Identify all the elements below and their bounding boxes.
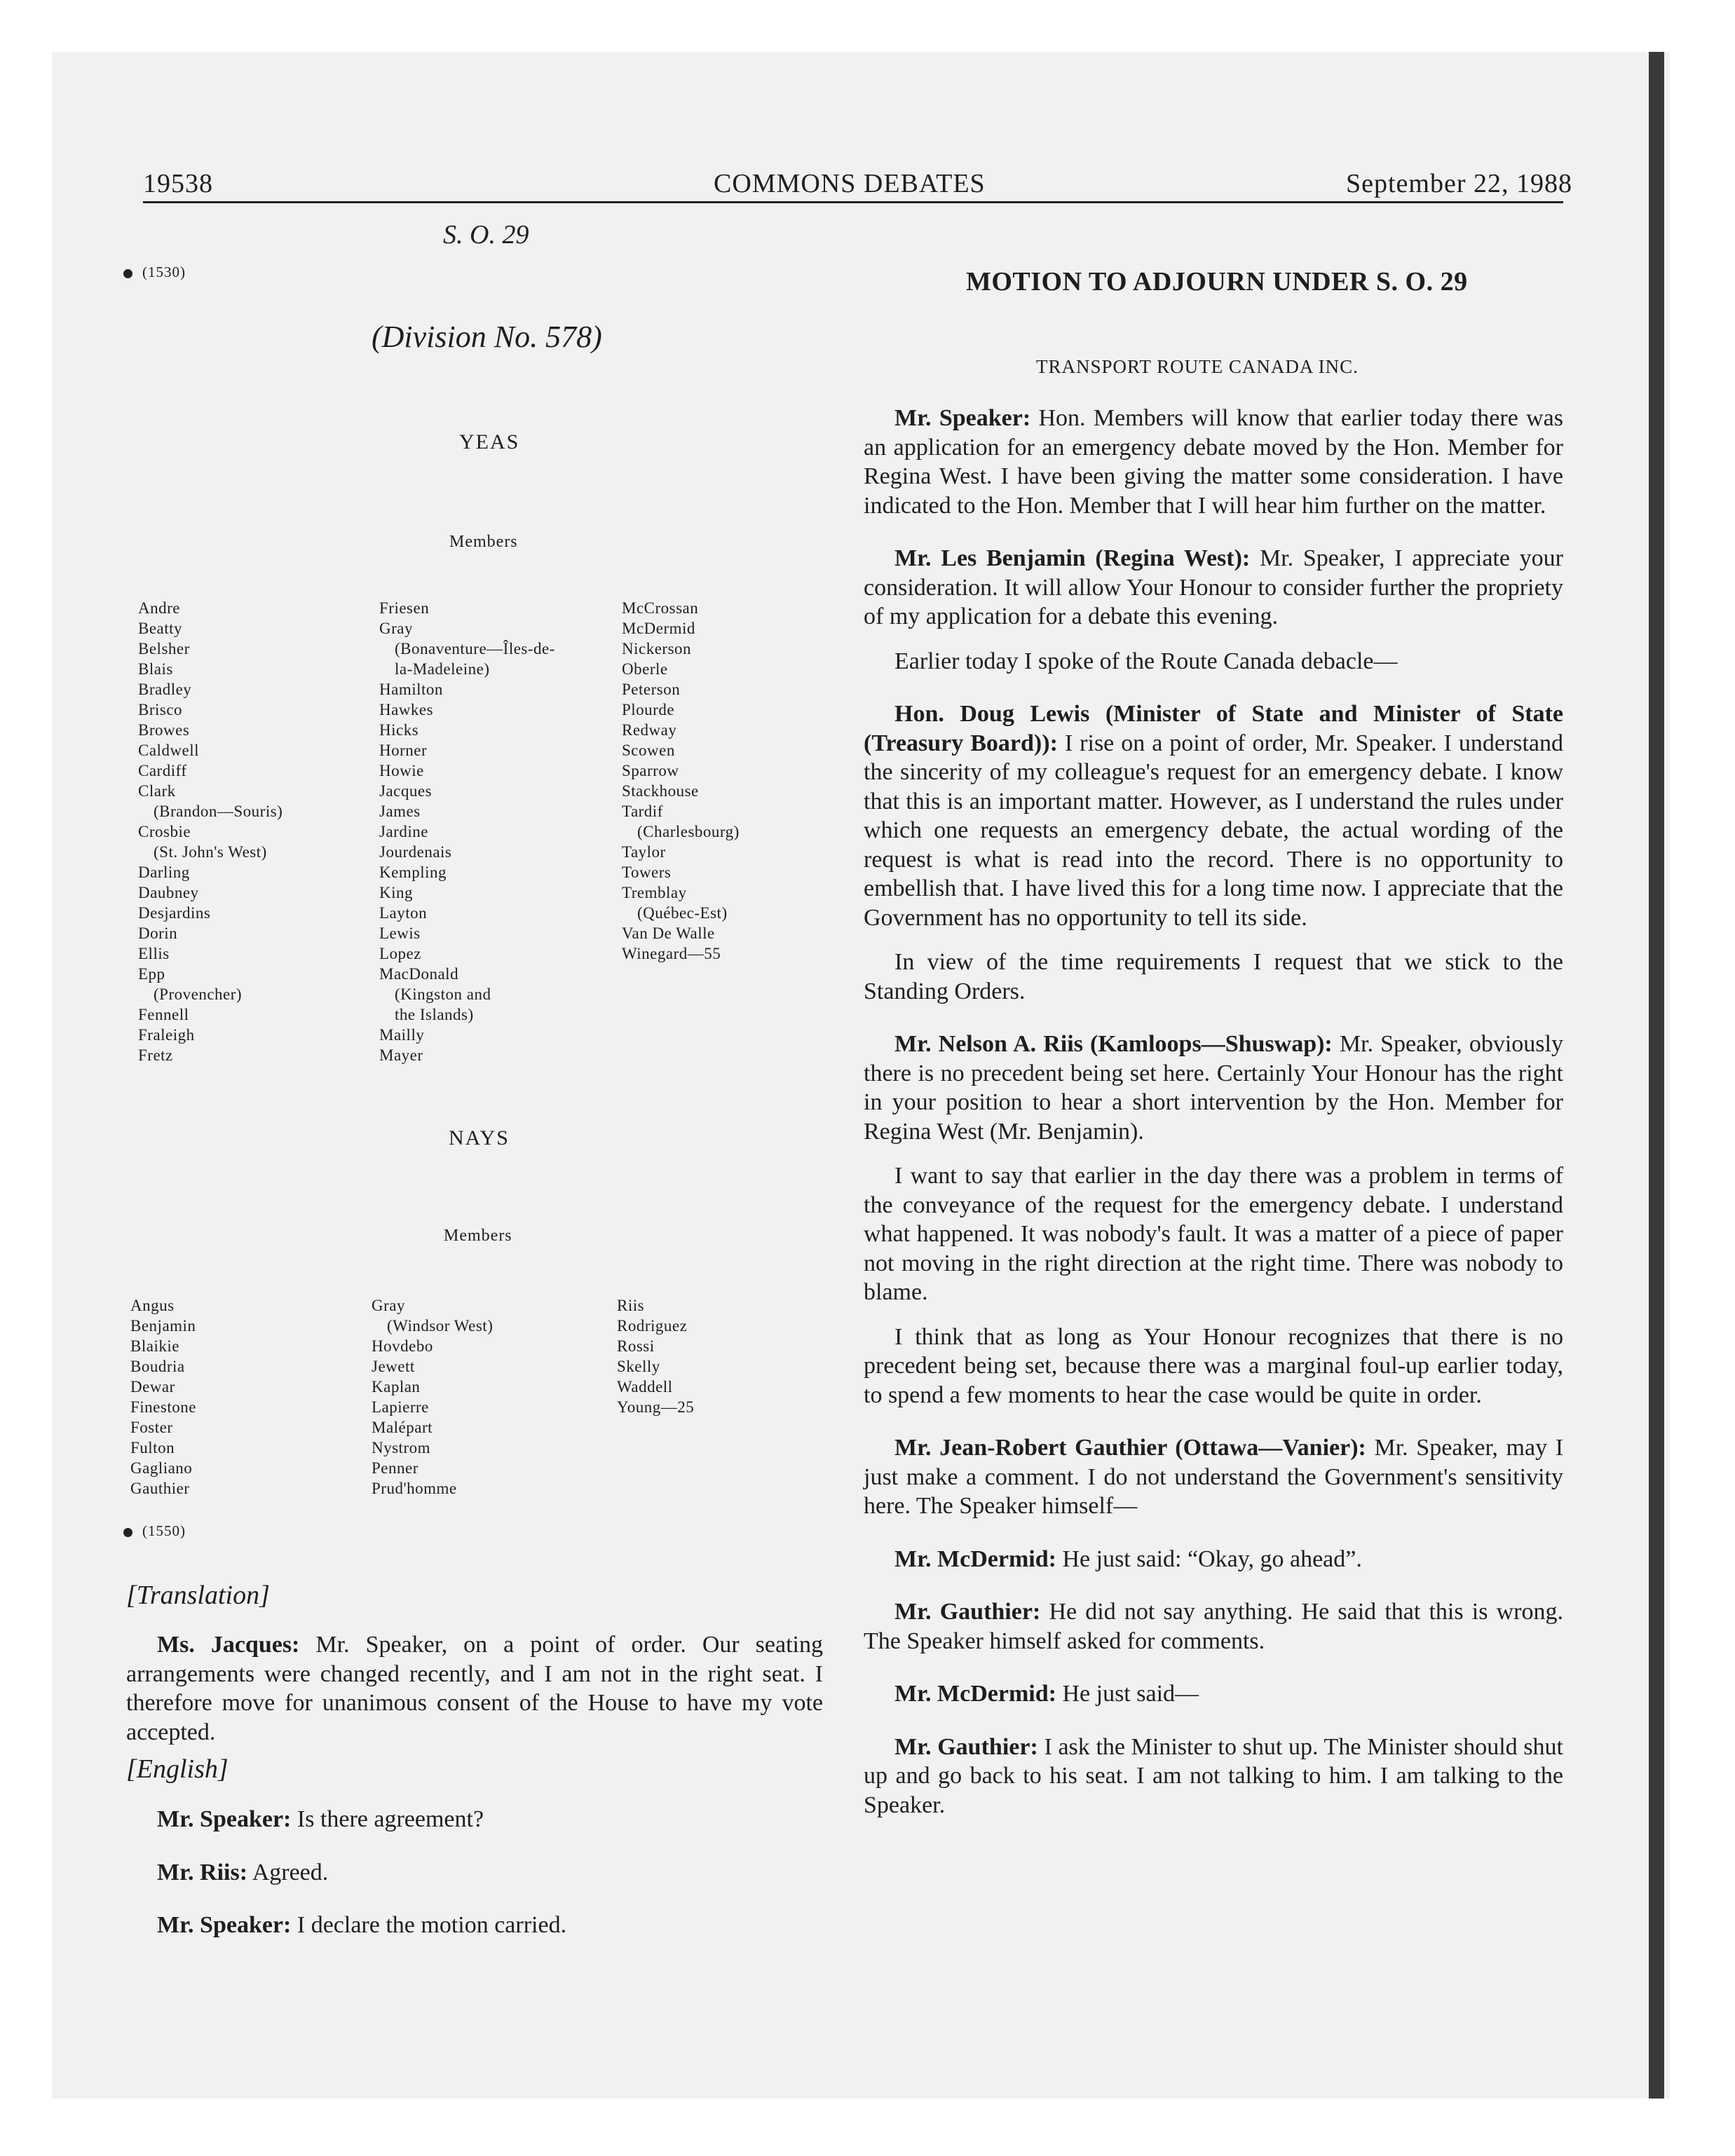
speech-paragraph xyxy=(864,544,1563,632)
member-name: Hovdebo xyxy=(372,1337,433,1355)
speaker-name: Mr. Jean-Robert Gauthier (Ottawa—Vanier): xyxy=(894,1435,1366,1461)
member-riding: (Brandon—Souris) xyxy=(154,803,283,820)
scan-edge xyxy=(1649,52,1664,2099)
motion-title: MOTION TO ADJOURN UNDER S. O. 29 xyxy=(966,267,1468,296)
member-name: Friesen xyxy=(379,599,430,617)
member-name: Benjamin xyxy=(130,1317,196,1335)
member-name: Towers xyxy=(622,864,672,881)
time-marker-1530: (1530) xyxy=(123,264,186,281)
member-name: Crosbie xyxy=(138,823,191,840)
member-name: Taylor xyxy=(622,843,666,861)
yeas-heading: YEAS xyxy=(459,430,520,453)
member-name: Riis xyxy=(617,1297,645,1314)
yeas-column-1 xyxy=(138,598,283,1065)
nays-column-3 xyxy=(617,1295,694,1417)
speech-text: He did not say anything. He said that this is wrong. The Speaker himself asked for comments. xyxy=(864,1599,1563,1654)
speaker-name: Mr. McDermid: xyxy=(894,1681,1056,1707)
nays-column-1 xyxy=(130,1295,196,1499)
member-name: Redway xyxy=(622,721,677,739)
member-name: Nickerson xyxy=(622,640,692,657)
speech-paragraph xyxy=(864,1545,1563,1574)
speaker-name: Mr. Speaker: xyxy=(894,405,1031,431)
member-name: Lewis xyxy=(379,925,421,942)
speech-text: Mr. Speaker, on a point of order. Our seating arrangements were changed recently, and I am not in the right seat. I therefore move for unanimous consent of the House to have my vote accepted. xyxy=(126,1632,823,1745)
member-name: MacDonald xyxy=(379,965,459,983)
member-name: Lapierre xyxy=(372,1398,429,1416)
member-name: Jardine xyxy=(379,823,428,840)
nays-heading: NAYS xyxy=(449,1126,510,1149)
speech-paragraph xyxy=(126,1805,823,1834)
member-riding: (Kingston and xyxy=(395,985,491,1003)
header-rule xyxy=(143,201,1563,203)
motion-subtitle: TRANSPORT ROUTE CANADA INC. xyxy=(1036,356,1359,377)
member-name: Jourdenais xyxy=(379,843,452,861)
nays-column-2 xyxy=(372,1295,493,1499)
speech-paragraph xyxy=(864,1597,1563,1656)
member-name: Layton xyxy=(379,904,428,922)
member-name: Gray xyxy=(372,1297,405,1314)
yeas-column-3 xyxy=(622,598,740,964)
speaker-name: Mr. Nelson A. Riis (Kamloops—Shuswap): xyxy=(894,1031,1333,1057)
nays-members-heading: Members xyxy=(444,1227,512,1245)
yeas-members-heading: Members xyxy=(449,533,518,551)
speech-paragraph xyxy=(864,700,1563,932)
member-name: Browes xyxy=(138,721,190,739)
member-name: Plourde xyxy=(622,701,675,718)
speech-text: I declare the motion carried. xyxy=(297,1912,567,1938)
member-name: Gagliano xyxy=(130,1459,193,1477)
speech-paragraph xyxy=(126,1911,823,1940)
member-name: Darling xyxy=(138,864,190,881)
member-name: Howie xyxy=(379,762,424,779)
member-name: Caldwell xyxy=(138,742,200,759)
member-name: Young—25 xyxy=(617,1398,695,1416)
speech-paragraph xyxy=(864,1733,1563,1820)
member-name: Stackhouse xyxy=(622,782,699,800)
member-name: Nystrom xyxy=(372,1439,430,1456)
member-name: Beatty xyxy=(138,620,183,637)
speech-paragraph: I want to say that earlier in the day there was a problem in terms of the conveyance of the request for the emergency debate. I understand what happened. It was nobody's fault. It was a matter of a piece of paper not moving in the right direction at the right time. There was nobody to blame. xyxy=(864,1163,1563,1305)
member-riding: (Windsor West) xyxy=(387,1317,494,1335)
speech-paragraph xyxy=(126,1630,823,1747)
member-name: Dewar xyxy=(130,1378,175,1396)
member-name: Kempling xyxy=(379,864,447,881)
member-name: Lopez xyxy=(379,945,421,962)
member-riding: (Provencher) xyxy=(154,985,243,1003)
member-name: Hicks xyxy=(379,721,419,739)
member-name: Penner xyxy=(372,1459,419,1477)
member-name: Andre xyxy=(138,599,180,617)
speech-text: Mr. Speaker, I appreciate your consideration. It will allow Your Honour to consider further the propriety of my application for a debate this evening. xyxy=(864,545,1564,629)
left-proceedings-2 xyxy=(126,1805,823,1940)
member-riding: la-Madeleine) xyxy=(395,660,490,678)
time-marker-1550: (1550) xyxy=(123,1522,186,1540)
member-name: Prud'homme xyxy=(372,1480,457,1497)
member-name: Hawkes xyxy=(379,701,434,718)
page-date: September 22, 1988 xyxy=(1346,169,1573,198)
right-proceedings xyxy=(864,404,1563,1820)
member-name: Dorin xyxy=(138,925,178,942)
speech-text: Mr. Speaker, may I just make a comment. I do not understand the Government's sensitivity here. The Speaker himself— xyxy=(864,1435,1564,1519)
member-riding: (Québec-Est) xyxy=(637,904,728,922)
speech-paragraph xyxy=(864,1433,1563,1521)
speaker-name: Mr. Gauthier: xyxy=(894,1599,1041,1625)
member-name: Fraleigh xyxy=(138,1026,195,1044)
speaker-name: Ms. Jacques: xyxy=(157,1632,300,1658)
bullet-icon xyxy=(123,1528,132,1537)
member-name: Cardiff xyxy=(138,762,187,779)
speaker-name: Mr. Gauthier: xyxy=(894,1733,1038,1760)
speech-text: Agreed. xyxy=(252,1859,329,1885)
member-name: Skelly xyxy=(617,1358,660,1375)
yeas-column-2 xyxy=(379,598,555,1065)
member-name: Van De Walle xyxy=(622,925,715,942)
standing-order-label: S. O. 29 xyxy=(443,220,529,250)
speech-text: I ask the Minister to shut up. The Minister should shut up and go back to his seat. I am not talking to him. I am talking to the Speaker. xyxy=(864,1733,1563,1818)
member-name: Angus xyxy=(130,1297,175,1314)
speech-text: I rise on a point of order, Mr. Speaker. I understand the sincerity of my colleague's request for an emergency debate. I know that this is an important matter. However, as I understand the rules under which one requests an emergency debate, the actual wording of the request is what is read into the record. There is no opportunity to embellish that. I have lived this for a long time now. I appreciate that the Government has no opportunity to tell its side. xyxy=(864,730,1564,931)
member-name: Mailly xyxy=(379,1026,425,1044)
member-name: Horner xyxy=(379,742,428,759)
member-name: Boudria xyxy=(130,1358,185,1375)
member-name: Desjardins xyxy=(138,904,211,922)
member-name: Epp xyxy=(138,965,165,983)
speech-text: Mr. Speaker, obviously there is no precedent being set here. Certainly Your Honour has the right in your position to hear a short intervention by the Hon. Member for Regina West (Mr. Benjamin). xyxy=(864,1031,1563,1145)
member-name: Kaplan xyxy=(372,1378,421,1396)
bullet-icon xyxy=(123,269,132,278)
speech-paragraph: I think that as long as Your Honour recognizes that there is no precedent being set, because there was a marginal foul-up earlier today, to spend a few moments to hear the case would be quite in order. xyxy=(864,1323,1563,1408)
member-name: Fulton xyxy=(130,1439,175,1456)
speech-paragraph xyxy=(864,1679,1563,1709)
member-name: Foster xyxy=(130,1419,173,1436)
member-name: Scowen xyxy=(622,742,675,759)
member-name: Oberle xyxy=(622,660,668,678)
member-name: Finestone xyxy=(130,1398,196,1416)
speech-text: He just said: “Okay, go ahead”. xyxy=(1062,1546,1362,1572)
member-name: Tardif xyxy=(622,803,663,820)
member-name: Bradley xyxy=(138,681,192,698)
member-name: Tremblay xyxy=(622,884,687,901)
page-number: 19538 xyxy=(143,169,213,198)
member-name: Clark xyxy=(138,782,176,800)
member-name: Waddell xyxy=(617,1378,673,1396)
member-name: Brisco xyxy=(138,701,183,718)
speech-paragraph xyxy=(864,1030,1563,1146)
member-name: Peterson xyxy=(622,681,681,698)
speaker-name: Mr. Speaker: xyxy=(157,1912,292,1938)
member-name: Gauthier xyxy=(130,1480,190,1497)
member-name: Fennell xyxy=(138,1006,189,1023)
speaker-name: Mr. Les Benjamin (Regina West): xyxy=(894,545,1251,571)
speech-text: He just said— xyxy=(1062,1681,1199,1707)
member-name: Blaikie xyxy=(130,1337,179,1355)
speech-text: Hon. Members will know that earlier today there was an application for an emergency debate moved by the Hon. Member for Regina West. I have been giving the matter some consideration. I have indicated to the Hon. Member that I will hear him further on the matter. xyxy=(864,405,1563,519)
member-name: McCrossan xyxy=(622,599,699,617)
member-name: Mayer xyxy=(379,1046,423,1064)
member-riding: (St. John's West) xyxy=(154,843,267,861)
speaker-name: Mr. Speaker: xyxy=(157,1806,292,1832)
speech-text: Is there agreement? xyxy=(297,1806,484,1832)
member-name: Ellis xyxy=(138,945,170,962)
speaker-name: Hon. Doug Lewis (Minister of State and Minister of State (Treasury Board)): xyxy=(864,701,1563,756)
member-name: Daubney xyxy=(138,884,199,901)
member-name: Jacques xyxy=(379,782,433,800)
member-name: Gray xyxy=(379,620,413,637)
speaker-name: Mr. McDermid: xyxy=(894,1546,1056,1572)
english-label: [English] xyxy=(126,1754,229,1784)
member-name: Rossi xyxy=(617,1337,655,1355)
member-name: Belsher xyxy=(138,640,190,657)
member-name: Winegard—55 xyxy=(622,945,721,962)
member-name: Rodriguez xyxy=(617,1317,688,1335)
member-name: King xyxy=(379,884,413,901)
member-name: Blais xyxy=(138,660,173,678)
member-name: McDermid xyxy=(622,620,695,637)
translation-label: [Translation] xyxy=(126,1581,270,1610)
speech-paragraph: Earlier today I spoke of the Route Canada debacle— xyxy=(894,648,1398,674)
member-name: Hamilton xyxy=(379,681,443,698)
division-number: (Division No. 578) xyxy=(372,320,602,354)
member-riding: (Bonaventure—Îles-de- xyxy=(395,640,555,657)
member-name: Jewett xyxy=(372,1358,415,1375)
member-name: Sparrow xyxy=(622,762,679,779)
member-riding: the Islands) xyxy=(395,1006,474,1023)
member-name: Fretz xyxy=(138,1046,173,1064)
publication-title: COMMONS DEBATES xyxy=(714,169,986,198)
member-riding: (Charlesbourg) xyxy=(637,823,740,840)
speech-paragraph xyxy=(126,1858,823,1888)
speaker-name: Mr. Riis: xyxy=(157,1859,248,1885)
speech-paragraph xyxy=(864,404,1563,520)
left-proceedings xyxy=(126,1630,823,1747)
member-name: Malépart xyxy=(372,1419,433,1436)
speech-paragraph: In view of the time requirements I request that we stick to the Standing Orders. xyxy=(864,949,1563,1004)
member-name: James xyxy=(379,803,421,820)
